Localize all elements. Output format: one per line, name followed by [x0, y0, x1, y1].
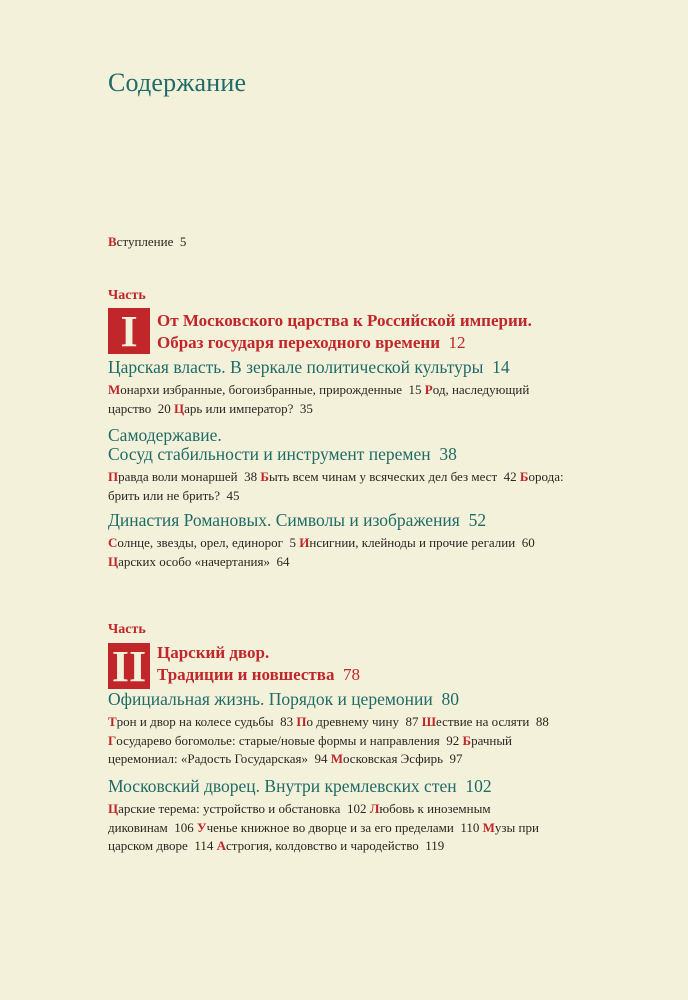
- section-entries: [108, 800, 568, 856]
- entry-page: 15: [408, 382, 422, 397]
- section-heading-line: [108, 426, 578, 445]
- section-heading-text: Царская власть. В зеркале политической культуры: [108, 357, 484, 377]
- section-heading[interactable]: [108, 777, 578, 796]
- entry-initial: М: [330, 751, 343, 766]
- entry-initial: У: [197, 819, 207, 835]
- toc-entry[interactable]: [260, 469, 516, 484]
- entry-initial: Т: [108, 714, 117, 729]
- entry-title: арских особо «начертания»: [118, 553, 270, 569]
- entry-title: равда воли монаршей: [118, 469, 238, 484]
- entry-initial: Г: [108, 732, 117, 748]
- entry-page: 94: [314, 751, 328, 766]
- toc-entry[interactable]: [108, 733, 459, 748]
- entry-page: 5: [289, 535, 296, 550]
- section-heading-text: Официальная жизнь. Порядок и церемонии: [108, 689, 433, 709]
- page-title: Содержание: [108, 68, 247, 97]
- entry-page: 106: [174, 819, 194, 835]
- section-page: 38: [439, 444, 457, 464]
- section-page: 14: [492, 357, 510, 377]
- part-title-line: Традиции и новшества: [157, 665, 335, 684]
- entry-initial: А: [216, 838, 226, 853]
- part-title-line: Образ государя переходного времени: [157, 333, 441, 352]
- section-heading-line: [108, 777, 578, 796]
- entry-page: 5: [179, 234, 187, 249]
- toc-entry[interactable]: [108, 554, 290, 569]
- entry-initial: М: [108, 382, 121, 397]
- entry-initial: М: [482, 819, 495, 835]
- toc-entry-intro[interactable]: [108, 234, 186, 250]
- section-heading-text: Московский дворец. Внутри кремлевских стен: [108, 776, 457, 796]
- entry-initial: П: [296, 714, 307, 729]
- part-title-line: От Московского царства к Российской империи.: [157, 311, 532, 330]
- toc-entry[interactable]: [299, 535, 534, 550]
- entry-title: ыть всем чинам у всяческих дел без мест: [268, 469, 498, 484]
- section-heading[interactable]: [108, 690, 578, 709]
- part-title[interactable]: [157, 642, 360, 686]
- toc-section: [108, 358, 578, 418]
- part-numeral-box: I: [108, 308, 150, 354]
- toc-entry[interactable]: [108, 535, 296, 550]
- entry-title: орода: брить или не брить?: [108, 469, 564, 503]
- section-heading-line: [108, 358, 578, 377]
- section-entries: [108, 713, 568, 769]
- part-label: Часть: [108, 622, 146, 637]
- toc-entry[interactable]: [422, 714, 549, 729]
- part-page: 12: [448, 333, 466, 352]
- entry-page: 64: [276, 553, 290, 569]
- entry-title: онархи избранные, богоизбранные, прирожденные: [120, 382, 403, 397]
- part-label: Часть: [108, 288, 146, 303]
- toc-entry[interactable]: [217, 838, 445, 853]
- entry-title: ествие на осляти: [436, 714, 530, 729]
- entry-page: 87: [405, 714, 419, 729]
- entry-page: 119: [425, 838, 445, 853]
- entry-page: 35: [299, 400, 313, 416]
- entry-initial: Л: [369, 801, 380, 816]
- section-entries: [108, 534, 568, 571]
- entry-initial: В: [108, 234, 117, 249]
- section-heading-line: [108, 690, 578, 709]
- entry-title: ченье книжное во дворце и за его пределами: [206, 819, 454, 835]
- section-heading-text: Династия Романовых. Символы и изображения: [108, 510, 460, 530]
- entry-page: 45: [226, 487, 240, 503]
- section-heading-line: [108, 511, 578, 530]
- entry-initial: Р: [424, 382, 433, 397]
- entry-title: од, наследующий царство: [108, 382, 530, 416]
- toc-entry[interactable]: [197, 820, 479, 835]
- section-page: 52: [468, 510, 487, 530]
- entry-title: ступление: [116, 234, 174, 249]
- entry-initial: Б: [260, 469, 269, 484]
- toc-section: [108, 426, 578, 505]
- entry-page: 114: [194, 838, 214, 853]
- entry-initial: Ц: [173, 400, 185, 416]
- toc-section: [108, 511, 578, 571]
- part-title-last-line: [157, 332, 532, 354]
- entry-initial: Б: [462, 732, 472, 748]
- entry-title: осударево богомолье: старые/новые формы и направления: [116, 732, 440, 748]
- entry-title: узы при царском дворе: [108, 819, 539, 853]
- part-numeral-box: II: [108, 643, 150, 689]
- entry-page: 38: [244, 469, 258, 484]
- toc-section: [108, 690, 578, 769]
- entry-initial: Ш: [421, 714, 437, 729]
- entry-title: нсигнии, клейноды и прочие регалии: [309, 535, 516, 550]
- section-heading-line: [108, 445, 578, 464]
- entry-page: 102: [346, 801, 367, 816]
- entry-initial: И: [299, 535, 310, 550]
- section-heading-text: Сосуд стабильности и инструмент перемен: [108, 444, 431, 464]
- toc-entry[interactable]: [174, 401, 313, 416]
- entry-page: 110: [460, 819, 480, 835]
- entry-page: 88: [535, 714, 549, 729]
- entry-initial: Ц: [108, 801, 119, 816]
- entry-title: рачный церемониал: «Радость Государская»: [108, 732, 513, 766]
- section-heading[interactable]: [108, 358, 578, 377]
- toc-entry[interactable]: [108, 714, 293, 729]
- toc-entry[interactable]: [108, 382, 422, 397]
- entry-title: рон и двор на колесе судьбы: [116, 714, 274, 729]
- section-heading[interactable]: [108, 511, 578, 530]
- entry-initial: П: [108, 469, 119, 484]
- entry-page: 42: [503, 469, 517, 484]
- entry-title: арские терема: устройство и обстановка: [118, 801, 341, 816]
- part-title-last-line: [157, 664, 360, 686]
- part-page: 78: [342, 665, 360, 684]
- entry-page: 60: [521, 535, 535, 550]
- section-page: 102: [465, 776, 492, 796]
- entry-title: арь или император?: [184, 400, 294, 416]
- entry-page: 20: [157, 400, 171, 416]
- entry-page: 83: [280, 714, 294, 729]
- toc-entry[interactable]: [108, 801, 366, 816]
- entry-initial: С: [108, 535, 118, 550]
- section-page: 80: [441, 689, 460, 709]
- toc-entry[interactable]: [108, 469, 257, 484]
- section-heading[interactable]: [108, 426, 578, 464]
- section-entries: [108, 468, 568, 505]
- entry-title: юбовь к иноземным диковинам: [108, 801, 491, 835]
- entry-title: олнце, звезды, орел, единорог: [117, 535, 283, 550]
- section-entries: [108, 381, 568, 418]
- toc-section: [108, 777, 578, 856]
- entry-page: 97: [449, 751, 463, 766]
- toc-entry[interactable]: [331, 751, 463, 766]
- section-heading-text: Самодержавие.: [108, 425, 222, 445]
- entry-page: 92: [446, 732, 460, 748]
- entry-title: строгия, колдовство и чародейство: [226, 838, 419, 853]
- entry-initial: Б: [519, 469, 529, 484]
- part-title-line: Царский двор.: [157, 643, 270, 662]
- entry-initial: Ц: [108, 553, 119, 569]
- part-title[interactable]: [157, 310, 532, 354]
- entry-title: о древнему чину: [306, 714, 399, 729]
- toc-entry[interactable]: [296, 714, 418, 729]
- entry-title: осковская Эсфирь: [342, 751, 444, 766]
